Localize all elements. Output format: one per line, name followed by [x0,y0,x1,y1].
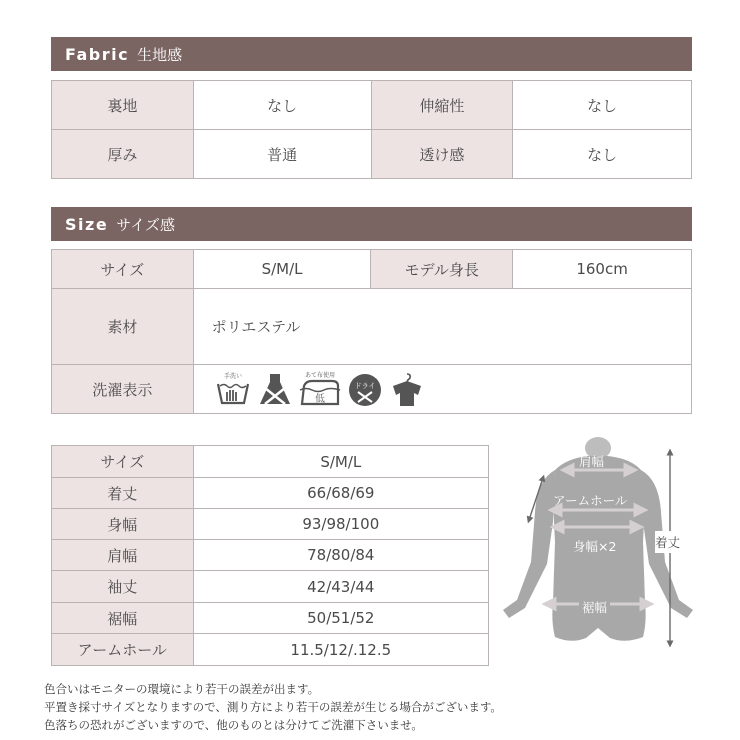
diagram-body-label: 身幅×2 [573,539,617,554]
material-label: 素材 [52,289,194,365]
measure-value: 42/43/44 [193,571,488,603]
low-iron-icon-sub: 低 [314,394,325,405]
wash-icons-cell [193,365,691,414]
measure-label: 肩幅 [52,540,194,571]
measure-label: 身幅 [52,509,194,540]
fabric-row [52,81,692,130]
note-line: 色落ちの恐れがございますので、他のものとは分けてご洗濯下さいませ。 [44,718,423,732]
thickness-label: 厚み [52,130,194,179]
fabric-section-header [51,37,692,71]
note-line: 平置き採寸サイズとなりますので、測り方により若干の誤差が生じる場合がございます。 [44,700,502,714]
sheer-value: なし [513,130,692,179]
diagram-armhole-label: アームホール [553,493,628,508]
measure-label: 着丈 [52,478,194,509]
measurement-diagram [495,432,710,652]
measure-value: 66/68/69 [193,478,488,509]
sheer-label: 透け感 [371,130,513,179]
table-row [52,446,489,478]
fabric-header-en: Fabric [65,44,130,64]
size-label: サイズ [52,250,194,289]
wash-label: 洗濯表示 [52,365,194,414]
no-dry-clean-icon-text: ドライ [354,382,376,390]
hand-wash-icon [214,370,252,408]
size-value: S/M/L [193,250,371,289]
measurement-table [51,445,489,666]
measure-value: 93/98/100 [193,509,488,540]
size-row [52,250,692,289]
hand-wash-icon-text: 手洗い [223,373,242,380]
table-row [52,540,489,571]
size-info-table [51,249,692,414]
table-row [52,571,489,603]
measure-label: サイズ [52,446,194,478]
material-row [52,289,692,365]
wash-icons [194,370,691,408]
diagram-length-label: 着丈 [655,531,680,553]
low-iron-icon [298,370,342,408]
lining-label: 裏地 [52,81,194,130]
no-bleach-icon [256,370,294,408]
table-row [52,603,489,634]
no-dry-clean-icon [346,370,384,408]
thickness-value: 普通 [193,130,371,179]
size-header-en: Size [65,214,109,234]
fabric-table [51,80,692,179]
size-header-jp: サイズ感 [116,215,175,234]
measure-label: アームホール [52,634,194,666]
lining-value: なし [193,81,371,130]
wash-row [52,365,692,414]
hang-dry-icon [388,370,426,408]
measure-label: 裾幅 [52,603,194,634]
low-iron-icon-text: あて布使用 [304,372,335,379]
material-value: ポリエステル [193,289,691,365]
notes [44,680,502,734]
measure-value: S/M/L [193,446,488,478]
measure-value: 78/80/84 [193,540,488,571]
stretch-label: 伸縮性 [371,81,513,130]
note-line: 色合いはモニターの環境により若干の誤差が出ます。 [44,682,320,696]
measure-label: 袖丈 [52,571,194,603]
stretch-value: なし [513,81,692,130]
model-height-label: モデル身長 [371,250,513,289]
measure-value: 50/51/52 [193,603,488,634]
fabric-header-jp: 生地感 [137,45,183,64]
diagram-hem-label: 裾幅 [579,598,610,616]
table-row [52,509,489,540]
measure-value: 11.5/12/.12.5 [193,634,488,666]
diagram-shoulder-label: 肩幅 [579,454,605,469]
fabric-row [52,130,692,179]
table-row [52,478,489,509]
size-section-header [51,207,692,241]
table-row [52,634,489,666]
model-height-value: 160cm [513,250,692,289]
